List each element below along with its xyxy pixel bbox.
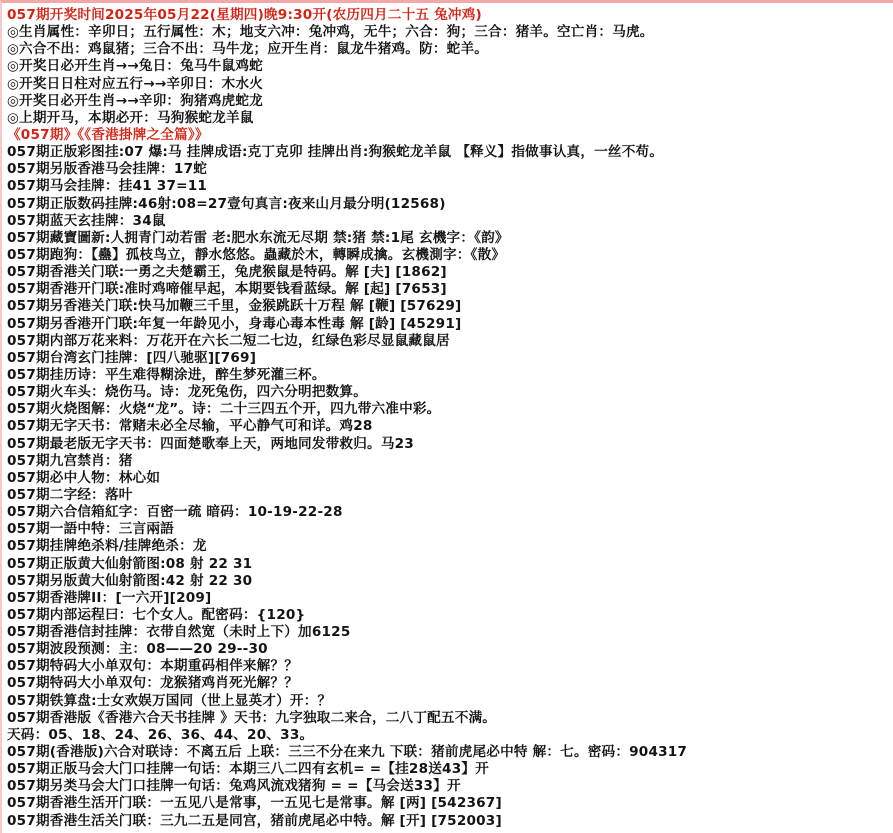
text-line: 057期香港生活开门联：一五见八是常事，一五见七是常事。解 [两] [542367] [7,795,502,812]
text-line: 057期二字经：落叶 [7,486,133,503]
text-line: 057期蓝天玄挂牌：34鼠 [7,212,166,229]
text-line: 057期正版数码挂牌:46射:08=27壹句真言:夜来山月最分明(12568) [7,195,446,212]
text-line: 057期藏寶圖新:人拥青门动若雷 老:肥水东流无尽期 禁:猪 禁:1尾 玄機字：《韵》 [7,229,509,246]
text-line: 057期必中人物：林心如 [7,469,161,486]
text-line: 057期内部万花来料：万花开在六长二短二七边，红绿色彩尽显鼠藏鼠居 [7,332,450,349]
text-line: ◎上期开马，本期必开：马狗猴蛇龙羊鼠 [7,109,254,126]
text-line: 057期(香港版)六合对联诗：不离五后 上联：三三不分在来九 下联：猪前虎尾必中特 解：七。密码：904317 [7,744,688,761]
text-line: 057期特码大小单双句：本期重码相伴来解？？ [7,658,299,675]
text-line: 057期另版黄大仙射箭图:42 射 22 30 [7,572,253,589]
text-line: 057期正版马会大门口挂牌一句话：本期三八二四有玄机= =【挂28送43】开 [7,761,489,778]
text-line: 057期香港关门联:一勇之夫楚霸王，兔虎猴鼠是特码。解 [夫] [1862] [7,264,447,281]
lottery-info-list [7,7,887,830]
text-line: 057期另香港开门联:年复一年龄见小，身毒心毒本性毒 解 [龄] [45291] [7,315,462,332]
text-line: ◎六合不出：鸡鼠猪；三合不出：马牛龙；应开生肖：鼠龙牛猪鸡。防：蛇羊。 [7,41,489,58]
text-line: 《057期》《《香港掛牌之全篇》》 [7,126,209,143]
text-line: 057期香港版《香港六合天书挂牌 》天书：九字独取二来合，二八丁配五不满。 [7,709,497,726]
text-line: 057期最老版无字天书：四面楚歌奉上天，两地同发带救归。马23 [7,435,414,452]
text-line: 057期一語中特：三言兩語 [7,521,174,538]
text-line: ◎开奖日必开生肖→→兔日：兔马牛鼠鸡蛇 [7,58,263,75]
text-line: 057期正版彩图挂:07 爆:马 挂牌成语:克丁克卯 挂牌出肖:狗猴蛇龙羊鼠 【释义】指做事认真，一丝不苟。 [7,144,664,161]
text-line: 057期开奖时间2025年05月22(星期四)晚9:30开(农历四月二十五 兔冲鸡) [7,7,482,23]
text-line: 057期铁算盘:士女欢娱万国同（世上显英才）开：？ [7,692,332,709]
text-line: 057期香港开门联:准时鸡啼催早起，本期要钱看蓝绿。解 [起] [7653] [7,281,447,298]
text-line: 057期无字天书：常赌未必全尽输，平心静气可和详。鸡28 [7,418,373,435]
text-line: ◎开奖日日柱对应五行→→辛卯日：木水火 [7,75,263,92]
text-line: 057期六合信箱紅字：百密一疏 暗码：10-19-22-28 [7,504,343,521]
text-line: 057期火烧图解：火烧“龙”。诗：二十三四五个开，四九带六准中彩。 [7,401,441,418]
text-line: 057期挂历诗：平生难得糊涂进，醉生梦死灌三杯。 [7,366,326,383]
text-line: 057期台湾玄门挂牌：[四八驰驱][769] [7,349,257,366]
text-line: 057期跑狗：【蠱】孤枝鸟立，靜水悠悠。蟲藏於木，轉瞬成擒。玄機測字：《散》 [7,246,506,263]
text-line: 057期香港生活关门联：三九二五是同宫，猪前虎尾必中特。解 [开] [752003] [7,812,502,829]
text-line: 057期香港牌II：[一六开][209] [7,589,212,606]
text-line: 天码：05、18、24、26、36、44、20、33。 [7,726,314,743]
text-line: 057期火车头：烧伤马。诗：龙死兔伤，四六分明把数算。 [7,384,368,401]
text-line: 057期内部运程曰：七个女人。配密码：{120} [7,606,306,623]
text-line: ◎开奖日必开生肖→→辛卯：狗猪鸡虎蛇龙 [7,92,263,109]
text-line: 057期挂牌绝杀料/挂牌绝杀：龙 [7,538,207,555]
text-line: 057期正版黄大仙射箭图:08 射 22 31 [7,555,253,572]
text-line: 057期特码大小单双句：龙猴猪鸡肖死光解？？ [7,675,299,692]
text-line: 057期另香港关门联:快马加鞭三千里，金猴跳跃十万程 解 [鞭] [57629] [7,298,462,315]
text-line: 057期九宫禁肖：猪 [7,452,133,469]
text-line: 057期香港信封挂牌：衣带自然宽（未时上下）加6125 [7,624,351,641]
text-line: ◎生肖属性：辛卯日；五行属性：木；地支六冲：兔冲鸡，无牛；六合：狗；三合：猪羊。空亡肖：马虎。 [7,24,654,41]
text-line: 057期另类马会大门口挂牌一句话：兔鸡风流戏猪狗 = =【马会送33】开 [7,778,461,795]
text-line: 057期马会挂牌：挂41 37=11 [7,178,208,195]
text-line: 057期波段预测：主：08——20 29--30 [7,641,268,658]
text-line: 057期另版香港马会挂牌：17蛇 [7,161,208,178]
